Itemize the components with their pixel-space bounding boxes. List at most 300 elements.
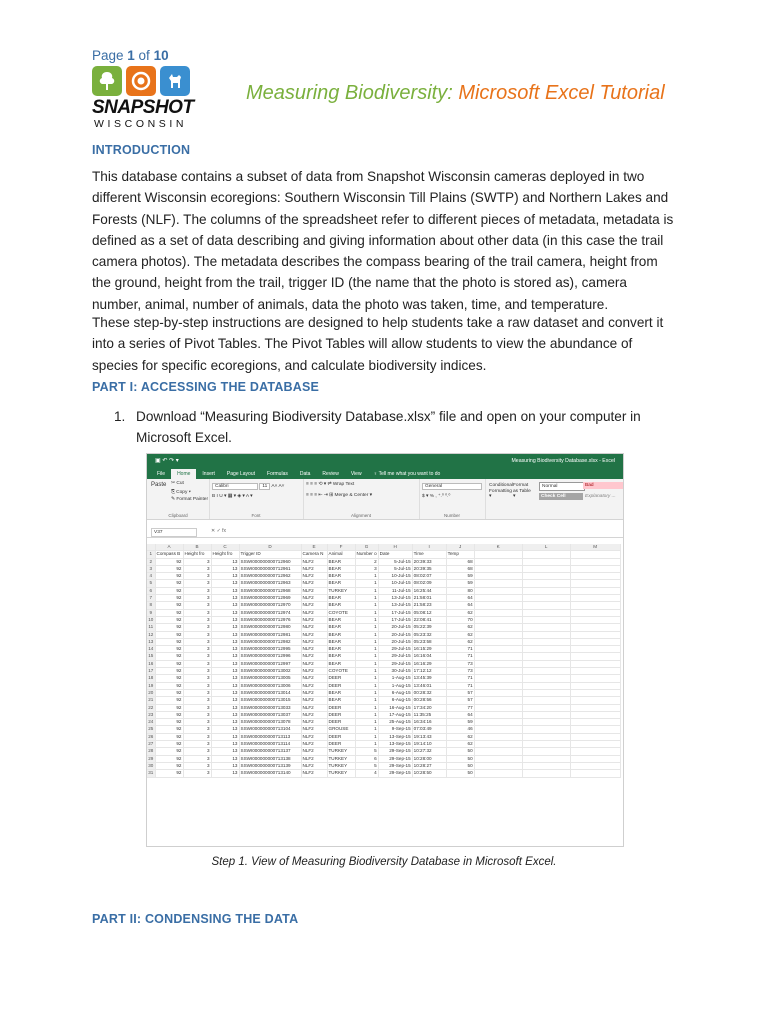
cell[interactable]: 1	[355, 616, 378, 623]
cell[interactable]: NLF2	[301, 587, 327, 594]
ribbon-tab[interactable]: Page Layout	[226, 471, 256, 477]
cell[interactable]	[570, 675, 620, 682]
cell[interactable]: 68	[446, 565, 474, 572]
cell[interactable]: 1	[355, 697, 378, 704]
cell[interactable]: 1	[355, 653, 378, 660]
cell[interactable]	[570, 755, 620, 762]
cell[interactable]: NLF2	[301, 719, 327, 726]
cell[interactable]: 10-Jul-15	[378, 573, 412, 580]
cell[interactable]: 17-Jul-15	[378, 609, 412, 616]
cell[interactable]	[522, 631, 570, 638]
cell[interactable]: 50	[446, 762, 474, 769]
cell[interactable]	[522, 565, 570, 572]
cell[interactable]: 1	[355, 624, 378, 631]
cell[interactable]: TURKEY	[327, 755, 355, 762]
cell[interactable]: 13	[211, 631, 239, 638]
cell[interactable]: BEAR	[327, 646, 355, 653]
cell[interactable]: BEAR	[327, 595, 355, 602]
cell[interactable]: BEAR	[327, 565, 355, 572]
cell[interactable]: 1	[355, 733, 378, 740]
font-format-buttons[interactable]: B I U ▾ ▦ ▾ ◈ ▾ A ▾	[212, 494, 253, 499]
cell[interactable]	[474, 697, 522, 704]
cell[interactable]: NLF2	[301, 646, 327, 653]
cell[interactable]: 50	[446, 755, 474, 762]
number-format-select[interactable]: General	[422, 483, 482, 490]
cell[interactable]	[522, 616, 570, 623]
cell[interactable]: TURKEY	[327, 748, 355, 755]
cell[interactable]	[474, 748, 522, 755]
cell[interactable]: 64	[446, 595, 474, 602]
cell[interactable]: NLF2	[301, 595, 327, 602]
cell[interactable]: 1	[355, 675, 378, 682]
cell[interactable]	[570, 689, 620, 696]
cell[interactable]: 92	[155, 711, 183, 718]
cell[interactable]: SSWI000000000713139	[239, 762, 301, 769]
cell[interactable]: NLF2	[301, 762, 327, 769]
cell[interactable]: SSWI000000000713078	[239, 719, 301, 726]
cell[interactable]: 3	[183, 638, 211, 645]
cell[interactable]: Date	[378, 551, 412, 558]
cell[interactable]: COYOTE	[327, 668, 355, 675]
cell[interactable]: 13-Sep-15	[378, 733, 412, 740]
cell[interactable]	[522, 682, 570, 689]
cell[interactable]: Temp	[446, 551, 474, 558]
cell[interactable]: 92	[155, 697, 183, 704]
cell[interactable]: 50	[446, 770, 474, 777]
cell[interactable]: 62	[446, 638, 474, 645]
cell[interactable]	[570, 704, 620, 711]
cell[interactable]	[474, 602, 522, 609]
cell[interactable]: 21:58:01	[412, 595, 446, 602]
cell[interactable]: BEAR	[327, 624, 355, 631]
cell[interactable]: 92	[155, 646, 183, 653]
cell[interactable]: 92	[155, 624, 183, 631]
cell[interactable]: SSWI000000000712963	[239, 580, 301, 587]
cell[interactable]: BEAR	[327, 558, 355, 565]
cell[interactable]: SSWI000000000712981	[239, 631, 301, 638]
row-number[interactable]: 25	[148, 726, 154, 732]
cell[interactable]: DEER	[327, 733, 355, 740]
cell[interactable]: 3	[183, 595, 211, 602]
column-header[interactable]: C	[211, 544, 239, 551]
cell[interactable]: 3	[183, 704, 211, 711]
row-number[interactable]: 3	[147, 565, 155, 572]
cell[interactable]: BEAR	[327, 660, 355, 667]
cell[interactable]: 50	[446, 748, 474, 755]
cell[interactable]: 13	[211, 653, 239, 660]
cell[interactable]: 3	[183, 682, 211, 689]
row-number[interactable]: 23	[148, 711, 154, 717]
cell[interactable]: NLF2	[301, 638, 327, 645]
cell[interactable]: 1	[355, 741, 378, 748]
cell[interactable]: 3	[183, 762, 211, 769]
cell[interactable]	[570, 770, 620, 777]
cell[interactable]	[474, 660, 522, 667]
cell[interactable]: NLF2	[301, 689, 327, 696]
cell[interactable]	[570, 565, 620, 572]
cell[interactable]	[522, 558, 570, 565]
cell[interactable]: 13	[211, 675, 239, 682]
cell[interactable]: 29-Jul-15	[378, 660, 412, 667]
cell[interactable]: SSWI000000000712974	[239, 609, 301, 616]
cell[interactable]: Height fro	[211, 551, 239, 558]
cell[interactable]: 92	[155, 762, 183, 769]
cell[interactable]: TURKEY	[327, 587, 355, 594]
cell[interactable]: DEER	[327, 682, 355, 689]
cell[interactable]: BEAR	[327, 653, 355, 660]
cell[interactable]: 29-Sep-15	[378, 770, 412, 777]
cell[interactable]	[474, 638, 522, 645]
cell[interactable]: NLF2	[301, 668, 327, 675]
cell[interactable]: 13	[211, 682, 239, 689]
cell[interactable]: 29-Sep-15	[378, 755, 412, 762]
cell[interactable]: 13	[211, 719, 239, 726]
cell[interactable]: 92	[155, 580, 183, 587]
cell[interactable]: 59	[446, 573, 474, 580]
cell[interactable]	[570, 741, 620, 748]
column-header[interactable]: M	[570, 544, 620, 551]
cell[interactable]	[474, 711, 522, 718]
font-size-select[interactable]: 11	[259, 483, 270, 490]
paste-button[interactable]: Paste	[151, 482, 167, 488]
cell[interactable]: 20:39:33	[412, 558, 446, 565]
cell[interactable]: 20-Jul-15	[378, 631, 412, 638]
cell[interactable]: 20-Jul-15	[378, 638, 412, 645]
cell[interactable]	[474, 682, 522, 689]
cell[interactable]: 62	[446, 609, 474, 616]
cell[interactable]: 92	[155, 653, 183, 660]
row-number[interactable]: 20	[148, 689, 154, 695]
cell[interactable]: 1	[355, 646, 378, 653]
row-number[interactable]: 1	[147, 551, 155, 558]
cell[interactable]: 3	[183, 660, 211, 667]
cell[interactable]: 19:13:43	[412, 733, 446, 740]
cell[interactable]: 92	[155, 704, 183, 711]
cell[interactable]: 57	[446, 697, 474, 704]
cell[interactable]: 17:34:20	[412, 704, 446, 711]
cell[interactable]: BEAR	[327, 602, 355, 609]
cell[interactable]: NLF2	[301, 755, 327, 762]
cell[interactable]: 13	[211, 741, 239, 748]
cell[interactable]: SSWI000000000713137	[239, 748, 301, 755]
cell[interactable]	[570, 646, 620, 653]
ribbon-tab[interactable]: View	[350, 471, 362, 477]
cell[interactable]: 05:08:12	[412, 609, 446, 616]
column-header[interactable]: D	[239, 544, 301, 551]
ribbon-tab[interactable]: ♀ Tell me what you want to do	[373, 471, 441, 477]
cell[interactable]	[474, 573, 522, 580]
cell[interactable]: 3	[183, 646, 211, 653]
row-number[interactable]: 6	[147, 587, 155, 594]
cell[interactable]: SSWI000000000713005	[239, 675, 301, 682]
cell[interactable]: 3	[183, 573, 211, 580]
row-number[interactable]: 13	[148, 638, 154, 644]
cell[interactable]	[474, 719, 522, 726]
cell[interactable]: 1	[355, 631, 378, 638]
cell[interactable]: 6-Aug-15	[378, 697, 412, 704]
cell[interactable]	[522, 587, 570, 594]
column-header[interactable]: E	[301, 544, 327, 551]
cell[interactable]: Trigger ID	[239, 551, 301, 558]
cell[interactable]: 1	[355, 573, 378, 580]
cell[interactable]: 73	[446, 660, 474, 667]
cell[interactable]: 62	[446, 733, 474, 740]
cell[interactable]: 92	[155, 733, 183, 740]
cell[interactable]: 1	[355, 668, 378, 675]
row-number[interactable]: 4	[147, 573, 155, 580]
cell[interactable]: 92	[155, 770, 183, 777]
cell[interactable]: 13	[211, 558, 239, 565]
cell[interactable]: DEER	[327, 675, 355, 682]
cell[interactable]: SSWI000000000713006	[239, 682, 301, 689]
cell[interactable]: Time	[412, 551, 446, 558]
cell[interactable]: SSWI000000000712982	[239, 638, 301, 645]
row-number[interactable]: 18	[148, 675, 154, 681]
cell[interactable]	[522, 719, 570, 726]
cell[interactable]	[474, 675, 522, 682]
cell[interactable]: 92	[155, 741, 183, 748]
cell[interactable]: Camera N	[301, 551, 327, 558]
cell[interactable]	[570, 638, 620, 645]
cell[interactable]	[570, 580, 620, 587]
cell[interactable]: 3	[183, 741, 211, 748]
cell[interactable]: 13	[211, 689, 239, 696]
cell[interactable]	[522, 748, 570, 755]
column-header[interactable]: G	[355, 544, 378, 551]
name-box[interactable]: V37	[151, 528, 197, 537]
cell[interactable]: 6	[355, 755, 378, 762]
cell[interactable]	[474, 668, 522, 675]
cell[interactable]: 92	[155, 558, 183, 565]
cell[interactable]: NLF2	[301, 741, 327, 748]
cell[interactable]: 71	[446, 653, 474, 660]
cell[interactable]: 3	[183, 587, 211, 594]
cell[interactable]	[474, 689, 522, 696]
cell[interactable]: NLF2	[301, 660, 327, 667]
cell[interactable]: 59	[446, 580, 474, 587]
row-number[interactable]: 28	[148, 748, 154, 754]
cell[interactable]	[570, 631, 620, 638]
cell[interactable]: 29-Sep-15	[378, 748, 412, 755]
cell[interactable]: 08:02:07	[412, 573, 446, 580]
cell[interactable]: 92	[155, 587, 183, 594]
cell[interactable]	[474, 587, 522, 594]
cell[interactable]: BEAR	[327, 580, 355, 587]
cell[interactable]: 10:28:50	[412, 770, 446, 777]
cell[interactable]: 19:14:10	[412, 741, 446, 748]
column-header[interactable]: L	[522, 544, 570, 551]
cell[interactable]	[522, 770, 570, 777]
cell[interactable]: NLF2	[301, 704, 327, 711]
cell[interactable]: NLF2	[301, 748, 327, 755]
cell[interactable]: SSWI000000000713104	[239, 726, 301, 733]
cell[interactable]	[570, 733, 620, 740]
cell[interactable]: SSWI000000000713037	[239, 711, 301, 718]
cell[interactable]	[522, 704, 570, 711]
row-number[interactable]: 17	[148, 668, 154, 674]
cell[interactable]	[522, 741, 570, 748]
style-explanatory[interactable]: Explanatory ...	[585, 494, 616, 499]
cell[interactable]: NLF2	[301, 697, 327, 704]
cell[interactable]	[522, 726, 570, 733]
cell[interactable]	[522, 668, 570, 675]
row-number[interactable]: 10	[148, 616, 154, 622]
cell[interactable]: 57	[446, 689, 474, 696]
cell[interactable]: 62	[446, 741, 474, 748]
cell[interactable]: BEAR	[327, 689, 355, 696]
cell[interactable]: NLF2	[301, 616, 327, 623]
cell[interactable]: 17-Aug-15	[378, 711, 412, 718]
cell[interactable]: 3	[183, 580, 211, 587]
row-number[interactable]: 26	[148, 733, 154, 739]
cell[interactable]: SSWI000000000712961	[239, 565, 301, 572]
cell[interactable]: 3	[183, 719, 211, 726]
cell[interactable]: 29-Sep-15	[378, 762, 412, 769]
cell[interactable]: 3	[183, 748, 211, 755]
cell[interactable]: 11:35:25	[412, 711, 446, 718]
cell[interactable]: 3	[183, 689, 211, 696]
cell[interactable]: DEER	[327, 704, 355, 711]
cell[interactable]: 92	[155, 660, 183, 667]
cell[interactable]: 16:15:29	[412, 646, 446, 653]
cell[interactable]	[522, 689, 570, 696]
cell[interactable]	[570, 609, 620, 616]
cell[interactable]: SSWI000000000713015	[239, 697, 301, 704]
cell[interactable]: 3	[183, 624, 211, 631]
cell[interactable]: 46	[446, 726, 474, 733]
cell[interactable]: 3	[355, 565, 378, 572]
cell[interactable]: BEAR	[327, 631, 355, 638]
cell[interactable]: 13	[211, 616, 239, 623]
cell[interactable]: 2	[355, 558, 378, 565]
cell[interactable]: SSWI000000000712976	[239, 616, 301, 623]
cell[interactable]: 68	[446, 558, 474, 565]
cell[interactable]: 13-Jul-15	[378, 595, 412, 602]
cell[interactable]: 1	[355, 595, 378, 602]
cell[interactable]	[474, 726, 522, 733]
cell[interactable]: 3	[183, 602, 211, 609]
cell[interactable]: 10:28:00	[412, 755, 446, 762]
cell[interactable]: 1	[355, 587, 378, 594]
cell[interactable]: SSWI000000000712968	[239, 587, 301, 594]
cell[interactable]: 92	[155, 719, 183, 726]
cell[interactable]	[474, 646, 522, 653]
cell[interactable]: NLF2	[301, 675, 327, 682]
cell[interactable]: Animal	[327, 551, 355, 558]
cell[interactable]: 20-Jul-15	[378, 624, 412, 631]
cell[interactable]	[522, 653, 570, 660]
cell[interactable]: 13	[211, 704, 239, 711]
cell[interactable]: SSWI000000000713113	[239, 733, 301, 740]
cell[interactable]	[570, 602, 620, 609]
cell[interactable]: 29-Jul-15	[378, 646, 412, 653]
cell[interactable]: 13	[211, 770, 239, 777]
cell[interactable]	[522, 646, 570, 653]
cell[interactable]: DEER	[327, 711, 355, 718]
row-number[interactable]: 24	[148, 719, 154, 725]
cell[interactable]: 92	[155, 595, 183, 602]
cell[interactable]	[522, 624, 570, 631]
cell[interactable]: 13	[211, 762, 239, 769]
cell[interactable]: 3	[183, 609, 211, 616]
cell[interactable]: 5-Jul-15	[378, 565, 412, 572]
cell[interactable]: SSWI000000000713014	[239, 689, 301, 696]
cell[interactable]	[522, 762, 570, 769]
cell[interactable]: 1-Aug-15	[378, 682, 412, 689]
cell[interactable]	[522, 755, 570, 762]
cell[interactable]: 1-Aug-15	[378, 675, 412, 682]
row-number[interactable]: 22	[148, 704, 154, 710]
cell[interactable]: Number o	[356, 551, 377, 557]
row-number[interactable]: 14	[148, 646, 154, 652]
row-number[interactable]: 16	[148, 660, 154, 666]
conditional-formatting-button[interactable]: Conditional Formatting ▾	[489, 483, 514, 499]
cell[interactable]: COYOTE	[327, 609, 355, 616]
cell[interactable]: 73	[446, 668, 474, 675]
cell[interactable]: 13	[211, 711, 239, 718]
cell[interactable]	[570, 748, 620, 755]
cell[interactable]: 13	[211, 573, 239, 580]
cell[interactable]	[522, 573, 570, 580]
row-number[interactable]: 15	[148, 653, 154, 659]
cell[interactable]: 9-Sep-15	[378, 726, 412, 733]
ribbon-tab[interactable]: Formulas	[267, 471, 288, 477]
cell[interactable]	[522, 595, 570, 602]
cell[interactable]: 25-Aug-15	[378, 719, 412, 726]
cell[interactable]: 17:12:12	[412, 668, 446, 675]
cell[interactable]	[570, 762, 620, 769]
cell[interactable]: 13	[211, 748, 239, 755]
cell[interactable]	[522, 580, 570, 587]
cell[interactable]: NLF2	[301, 711, 327, 718]
cell[interactable]: 3	[183, 631, 211, 638]
cell[interactable]: 4	[355, 770, 378, 777]
cell[interactable]: 3	[183, 653, 211, 660]
cell[interactable]: 3	[183, 565, 211, 572]
cell[interactable]: 16-Aug-15	[378, 704, 412, 711]
cell[interactable]: 1	[355, 580, 378, 587]
cell[interactable]	[570, 624, 620, 631]
cell[interactable]: BEAR	[327, 573, 355, 580]
cell[interactable]: 59	[446, 719, 474, 726]
cell[interactable]: 13	[211, 602, 239, 609]
cell[interactable]: 00:28:32	[412, 689, 446, 696]
style-normal[interactable]: Normal	[539, 482, 585, 491]
cell[interactable]	[474, 595, 522, 602]
cell[interactable]	[570, 653, 620, 660]
cell[interactable]: 64	[446, 602, 474, 609]
cell[interactable]	[474, 762, 522, 769]
cell[interactable]	[474, 551, 522, 558]
cell[interactable]: 13	[211, 587, 239, 594]
cell[interactable]: 13	[211, 580, 239, 587]
cell[interactable]	[474, 616, 522, 623]
cell[interactable]	[474, 624, 522, 631]
cell[interactable]: 92	[155, 565, 183, 572]
cell[interactable]	[570, 616, 620, 623]
row-number[interactable]: 5	[147, 580, 155, 587]
cell[interactable]: 05:22:39	[412, 624, 446, 631]
cell[interactable]: 22:08:41	[412, 616, 446, 623]
cell[interactable]	[522, 602, 570, 609]
cell[interactable]: 92	[155, 668, 183, 675]
cell[interactable]: NLF2	[301, 682, 327, 689]
cell[interactable]: SSWI000000000713140	[239, 770, 301, 777]
spreadsheet-grid[interactable]	[147, 544, 621, 778]
cell[interactable]: SSWI000000000713002	[239, 668, 301, 675]
column-header[interactable]: F	[327, 544, 355, 551]
cell[interactable]: 92	[155, 748, 183, 755]
